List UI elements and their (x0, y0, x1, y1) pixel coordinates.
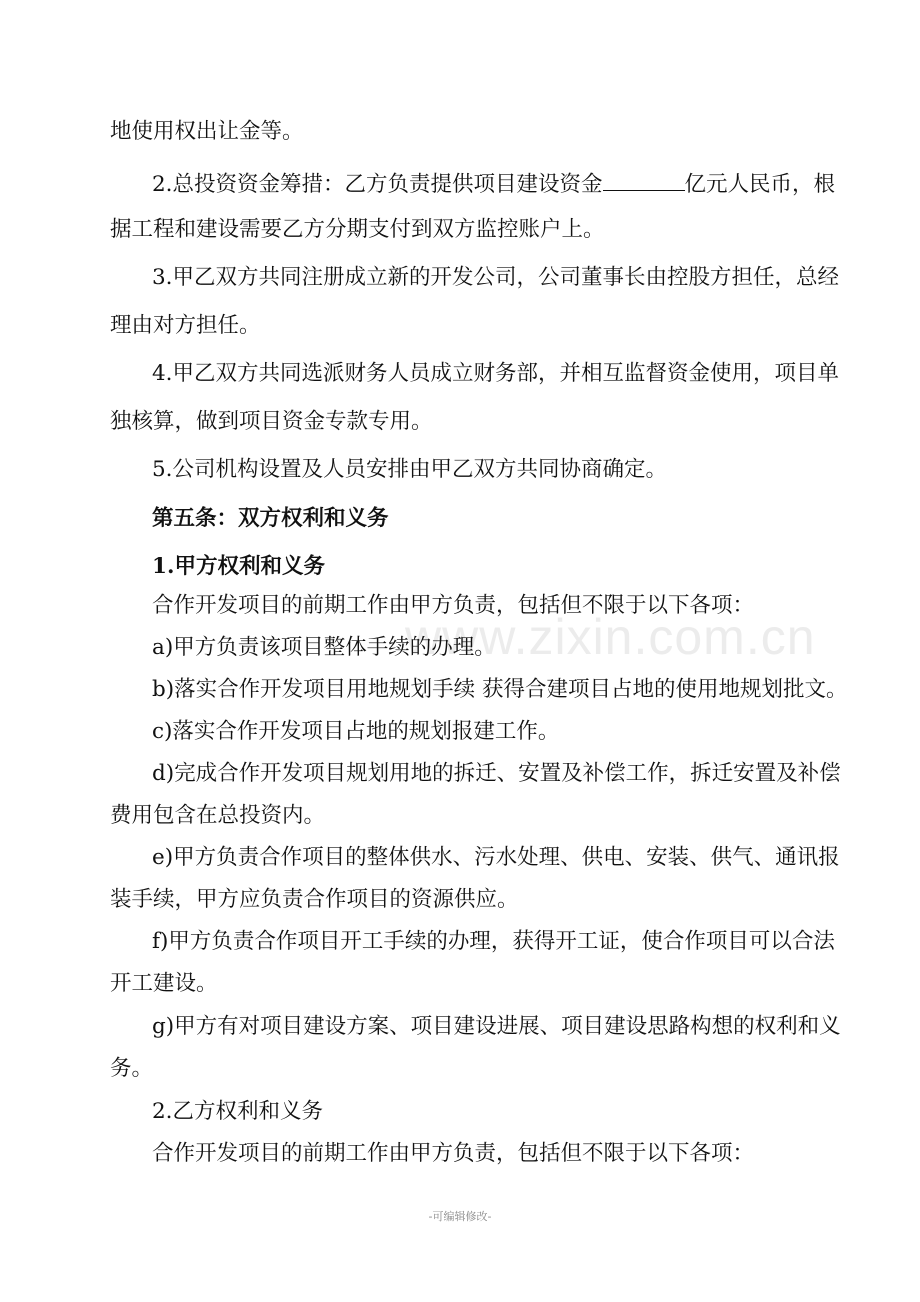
list-item: g)甲方有对项目建设方案、项目建设进展、项目建设思路构想的权利和义 (152, 1014, 841, 1039)
watermark: www.zixin.com.cn (405, 609, 816, 665)
amount-blank (603, 168, 685, 191)
list-item: a)甲方负责该项目整体手续的办理。 (152, 635, 496, 660)
text-line: 5.公司机构设置及人员安排由甲乙双方共同协商确定。 (152, 457, 668, 482)
list-item: b)落实合作开发项目用地规划手续 获得合建项目占地的使用地规划批文。 (152, 677, 848, 702)
subsection-heading: 1.甲方权利和义务 (152, 554, 325, 579)
text-line: 地使用权出让金等。 (110, 119, 304, 144)
text-line: 2.总投资资金筹措：乙方负责提供项目建设资金 (152, 172, 603, 197)
text-line: 3.甲乙双方共同注册成立新的开发公司，公司董事长由控股方担任，总经 (152, 265, 840, 290)
text-line: 合作开发项目的前期工作由甲方负责，包括但不限于以下各项： (152, 593, 755, 618)
list-item: d)完成合作开发项目规划用地的拆迁、安置及补偿工作，拆迁安置及补偿 (152, 761, 841, 786)
list-item: f)甲方负责合作项目开工手续的办理，获得开工证，使合作项目可以合法 (152, 929, 835, 954)
section-heading: 第五条：双方权利和义务 (152, 506, 389, 531)
text-line: 亿元人民币，根 (684, 172, 836, 197)
paragraph-investment (152, 168, 920, 199)
text-line: 据工程和建设需要乙方分期支付到双方监控账户上。 (110, 217, 605, 242)
text-line: 独核算，做到项目资金专款专用。 (110, 409, 433, 434)
text-line: 装手续，甲方应负责合作项目的资源供应。 (110, 887, 519, 912)
page-footer: -可编辑修改- (428, 1210, 492, 1223)
text-line: 4.甲乙双方共同选派财务人员成立财务部，并相互监督资金使用，项目单 (152, 361, 840, 386)
text-line: 费用包含在总投资内。 (110, 803, 326, 828)
text-line: 理由对方担任。 (110, 313, 261, 338)
text-line: 合作开发项目的前期工作由甲方负责，包括但不限于以下各项： (152, 1141, 755, 1166)
subsection-heading: 2.乙方权利和义务 (152, 1099, 324, 1124)
list-item: c)落实合作开发项目占地的规划报建工作。 (152, 719, 560, 744)
list-item: e)甲方负责合作项目的整体供水、污水处理、供电、安装、供气、通讯报 (152, 845, 840, 870)
text-line: 开工建设。 (110, 971, 218, 996)
text-line: 务。 (110, 1056, 154, 1081)
